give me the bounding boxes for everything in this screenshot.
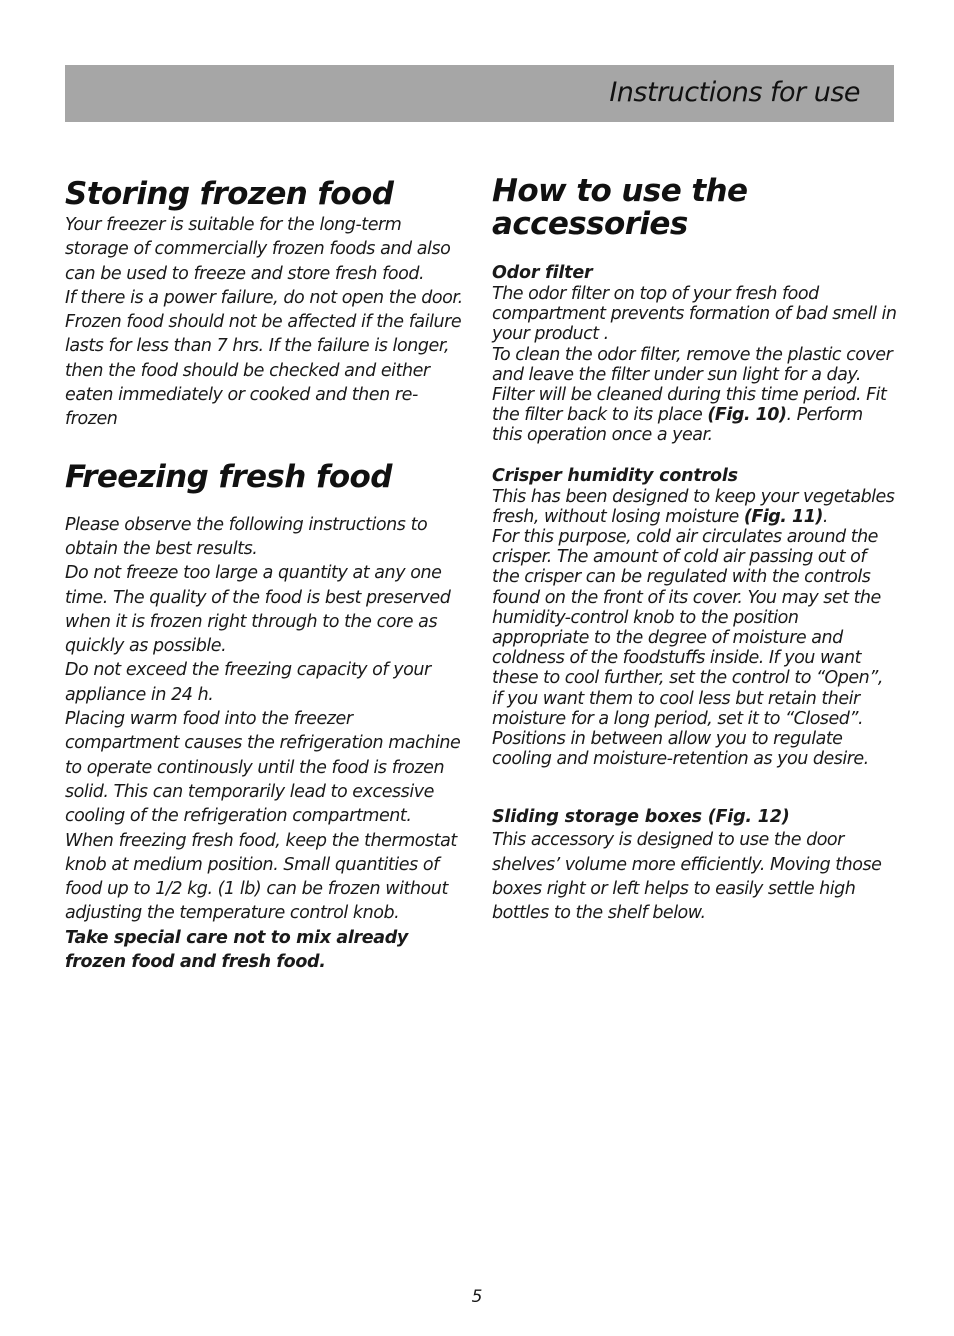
odor-filter-heading: Odor filter <box>492 263 593 283</box>
crisper-humidity-section <box>492 465 897 770</box>
sliding-storage-paragraph: This accessory is designed to use the door shelves’ volume more efficiently. Moving those boxes right or left helps to easily settle high bottles to the shelf below. <box>492 830 882 924</box>
storing-frozen-food-heading: Storing frozen food <box>65 176 394 212</box>
crisper-text-a: This has been designed to keep your vegetables fresh, without losing moisture <box>492 486 895 527</box>
freezing-paragraph-1: Please observe the following instructions to obtain the best results. <box>65 514 428 559</box>
odor-filter-text-a: To clean the odor filter, remove the plastic cover and leave the filter under sun light for a day. Filter will be cleaned during this time period. Fit the filter back to its place <box>492 344 893 426</box>
storing-frozen-food-section <box>65 178 465 432</box>
right-column <box>492 175 897 926</box>
freezing-paragraph-4: Placing warm food into the freezer compartment causes the refrigeration machine to operate continously until the food is frozen solid. This can temporarily lead to excessive cooling of the refrigeration compartment. <box>65 709 461 827</box>
fig-11-reference: (Fig. 11) <box>743 506 823 527</box>
crisper-humidity-heading: Crisper humidity controls <box>492 465 738 486</box>
accessories-heading: How to use the accessories <box>492 173 748 242</box>
freezing-paragraph-5: When freezing fresh food, keep the thermostat knob at medium position. Small quantities of food up to 1/2 kg. (1 lb) can be frozen without adjusting the temperature control knob. <box>65 830 457 924</box>
header-title: Instructions for use <box>609 77 860 108</box>
crisper-paragraph-2: For this purpose, cold air circulates around the crisper. The amount of cold air passing out of the crisper can be regulated with the controls found on the front of its cover. You may set the humidity-control knob to the position appropriate to the degree of moisture and coldness of the foodstuffs inside. If you want these to cool further, set the control to “Open”, if you want them to cool less but retain their moisture for a long period, set it to “Closed”. Positions in between allow you to regulate cooling and moisture-retention as you desire. <box>492 527 883 770</box>
freezing-paragraph-3: Do not exceed the freezing capacity of your appliance in 24 h. <box>65 660 431 705</box>
crisper-text-b: . <box>822 506 828 527</box>
header-bar <box>65 65 894 122</box>
sliding-storage-heading: Sliding storage boxes (Fig. 12) <box>492 807 790 828</box>
storing-paragraph-1: Your freezer is suitable for the long-term storage of commercially frozen foods and also can be used to freeze and store fresh food. <box>65 215 451 284</box>
odor-filter-text-b: . Perform this operation once a year. <box>492 405 863 446</box>
sliding-storage-section <box>492 806 897 925</box>
freezing-fresh-food-section <box>65 458 465 975</box>
left-column <box>65 178 465 974</box>
odor-filter-paragraph-1: The odor filter on top of your fresh food compartment prevents formation of bad smell in your product . <box>492 284 897 345</box>
odor-filter-section <box>492 262 897 446</box>
freezing-fresh-food-heading: Freezing fresh food <box>65 458 392 495</box>
storing-paragraph-2: If there is a power failure, do not open the door. Frozen food should not be affected if the failure lasts for less than 7 hrs. If the failure is longer, then the food should be checked and either eaten immediately or cooked and then re-frozen <box>65 287 463 430</box>
freezing-warning: Take special care not to mix already frozen food and fresh food. <box>65 927 408 973</box>
page-number: 5 <box>471 1287 483 1307</box>
crisper-paragraph-1 <box>492 487 897 527</box>
fig-10-reference: (Fig. 10) <box>707 405 787 426</box>
odor-filter-paragraph-2 <box>492 345 897 446</box>
freezing-paragraph-2: Do not freeze too large a quantity at any one time. The quality of the food is best preserved when it is frozen right through to the core as quickly as possible. <box>65 563 451 657</box>
